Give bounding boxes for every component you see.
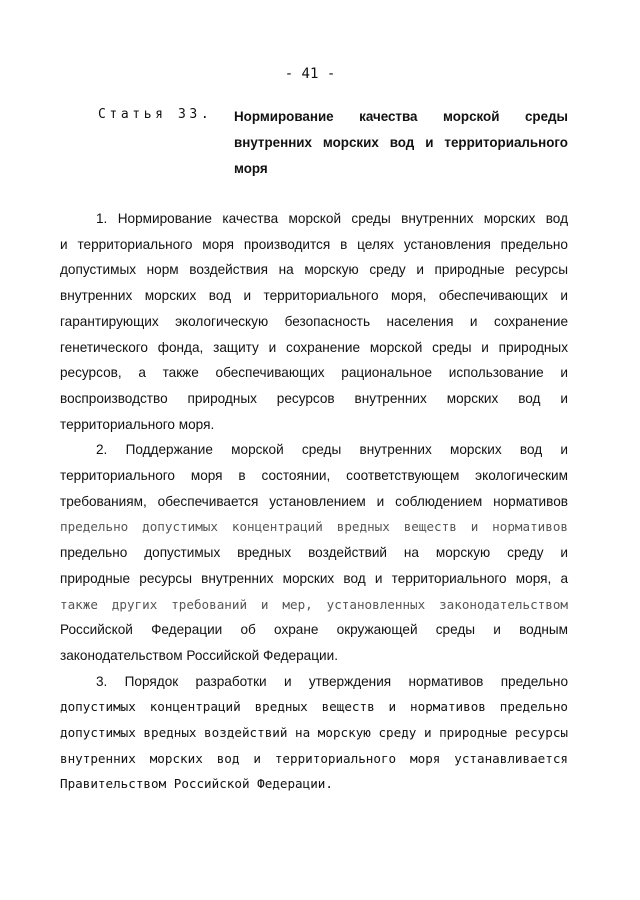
text-line: 2. Поддержание морской среды внутренних морских вод и [96, 442, 568, 458]
text-line: территориального моря. [60, 416, 215, 432]
text-line: генетического фонда, защиту и сохранение морской среды и природных [60, 339, 568, 355]
text-line: допустимых норм воздействия на морскую среду и природные ресурсы [60, 262, 568, 278]
text-line: и территориального моря производится в целях установления предельно [60, 236, 568, 252]
text-line: законодательством Российской Федерации. [60, 647, 338, 663]
text-line: Правительством Российской Федерации. [60, 776, 333, 792]
text-line: внутренних морских вод и территориального моря, обеспечивающих и [60, 288, 568, 304]
article-body [60, 206, 568, 797]
text-line: 1. Нормирование качества морской среды внутренних морских вод [96, 211, 568, 226]
text-line: Российской Федерации об охране окружающей среды и водным [60, 622, 568, 638]
text-line: требованиям, обеспечивается установлением и соблюдением нормативов [60, 493, 568, 509]
text-line: ресурсов, а также обеспечивающих рациональное использование и [60, 365, 568, 381]
paragraph-2 [60, 437, 568, 668]
text-line: допустимых концентраций вредных веществ и нормативов предельно [60, 699, 568, 715]
paragraph-3 [60, 669, 568, 798]
text-line: гарантирующих экологическую безопасность населения и сохранение [60, 313, 568, 329]
article-title-line: моря [234, 161, 268, 176]
article-title-line: Нормирование качества морской среды [234, 109, 568, 124]
text-line: внутренних морских вод и территориального моря устанавливается [60, 750, 568, 766]
text-line: 3. Порядок разработки и утверждения нормативов предельно [96, 673, 568, 689]
text-line: предельно допустимых вредных воздействий на морскую среду и [60, 545, 568, 561]
page-number: - 41 - [284, 66, 336, 82]
paragraph-1 [60, 206, 568, 437]
text-line: допустимых вредных воздействий на морскую среду и природные ресурсы [60, 725, 568, 741]
text-line: территориального моря в состоянии, соответствующем экологическим [60, 468, 568, 484]
text-line: также других требований и мер, установленных законодательством [60, 596, 568, 612]
article-title [234, 104, 568, 182]
text-line: воспроизводство природных ресурсов внутренних морских вод и [60, 390, 568, 406]
article-title-line: внутренних морских вод и территориального [234, 135, 568, 150]
article-label: Статья 33. [98, 107, 213, 122]
text-line: природные ресурсы внутренних морских вод и территориального моря, а [60, 570, 568, 586]
text-line: предельно допустимых концентраций вредных веществ и нормативов [60, 519, 568, 535]
